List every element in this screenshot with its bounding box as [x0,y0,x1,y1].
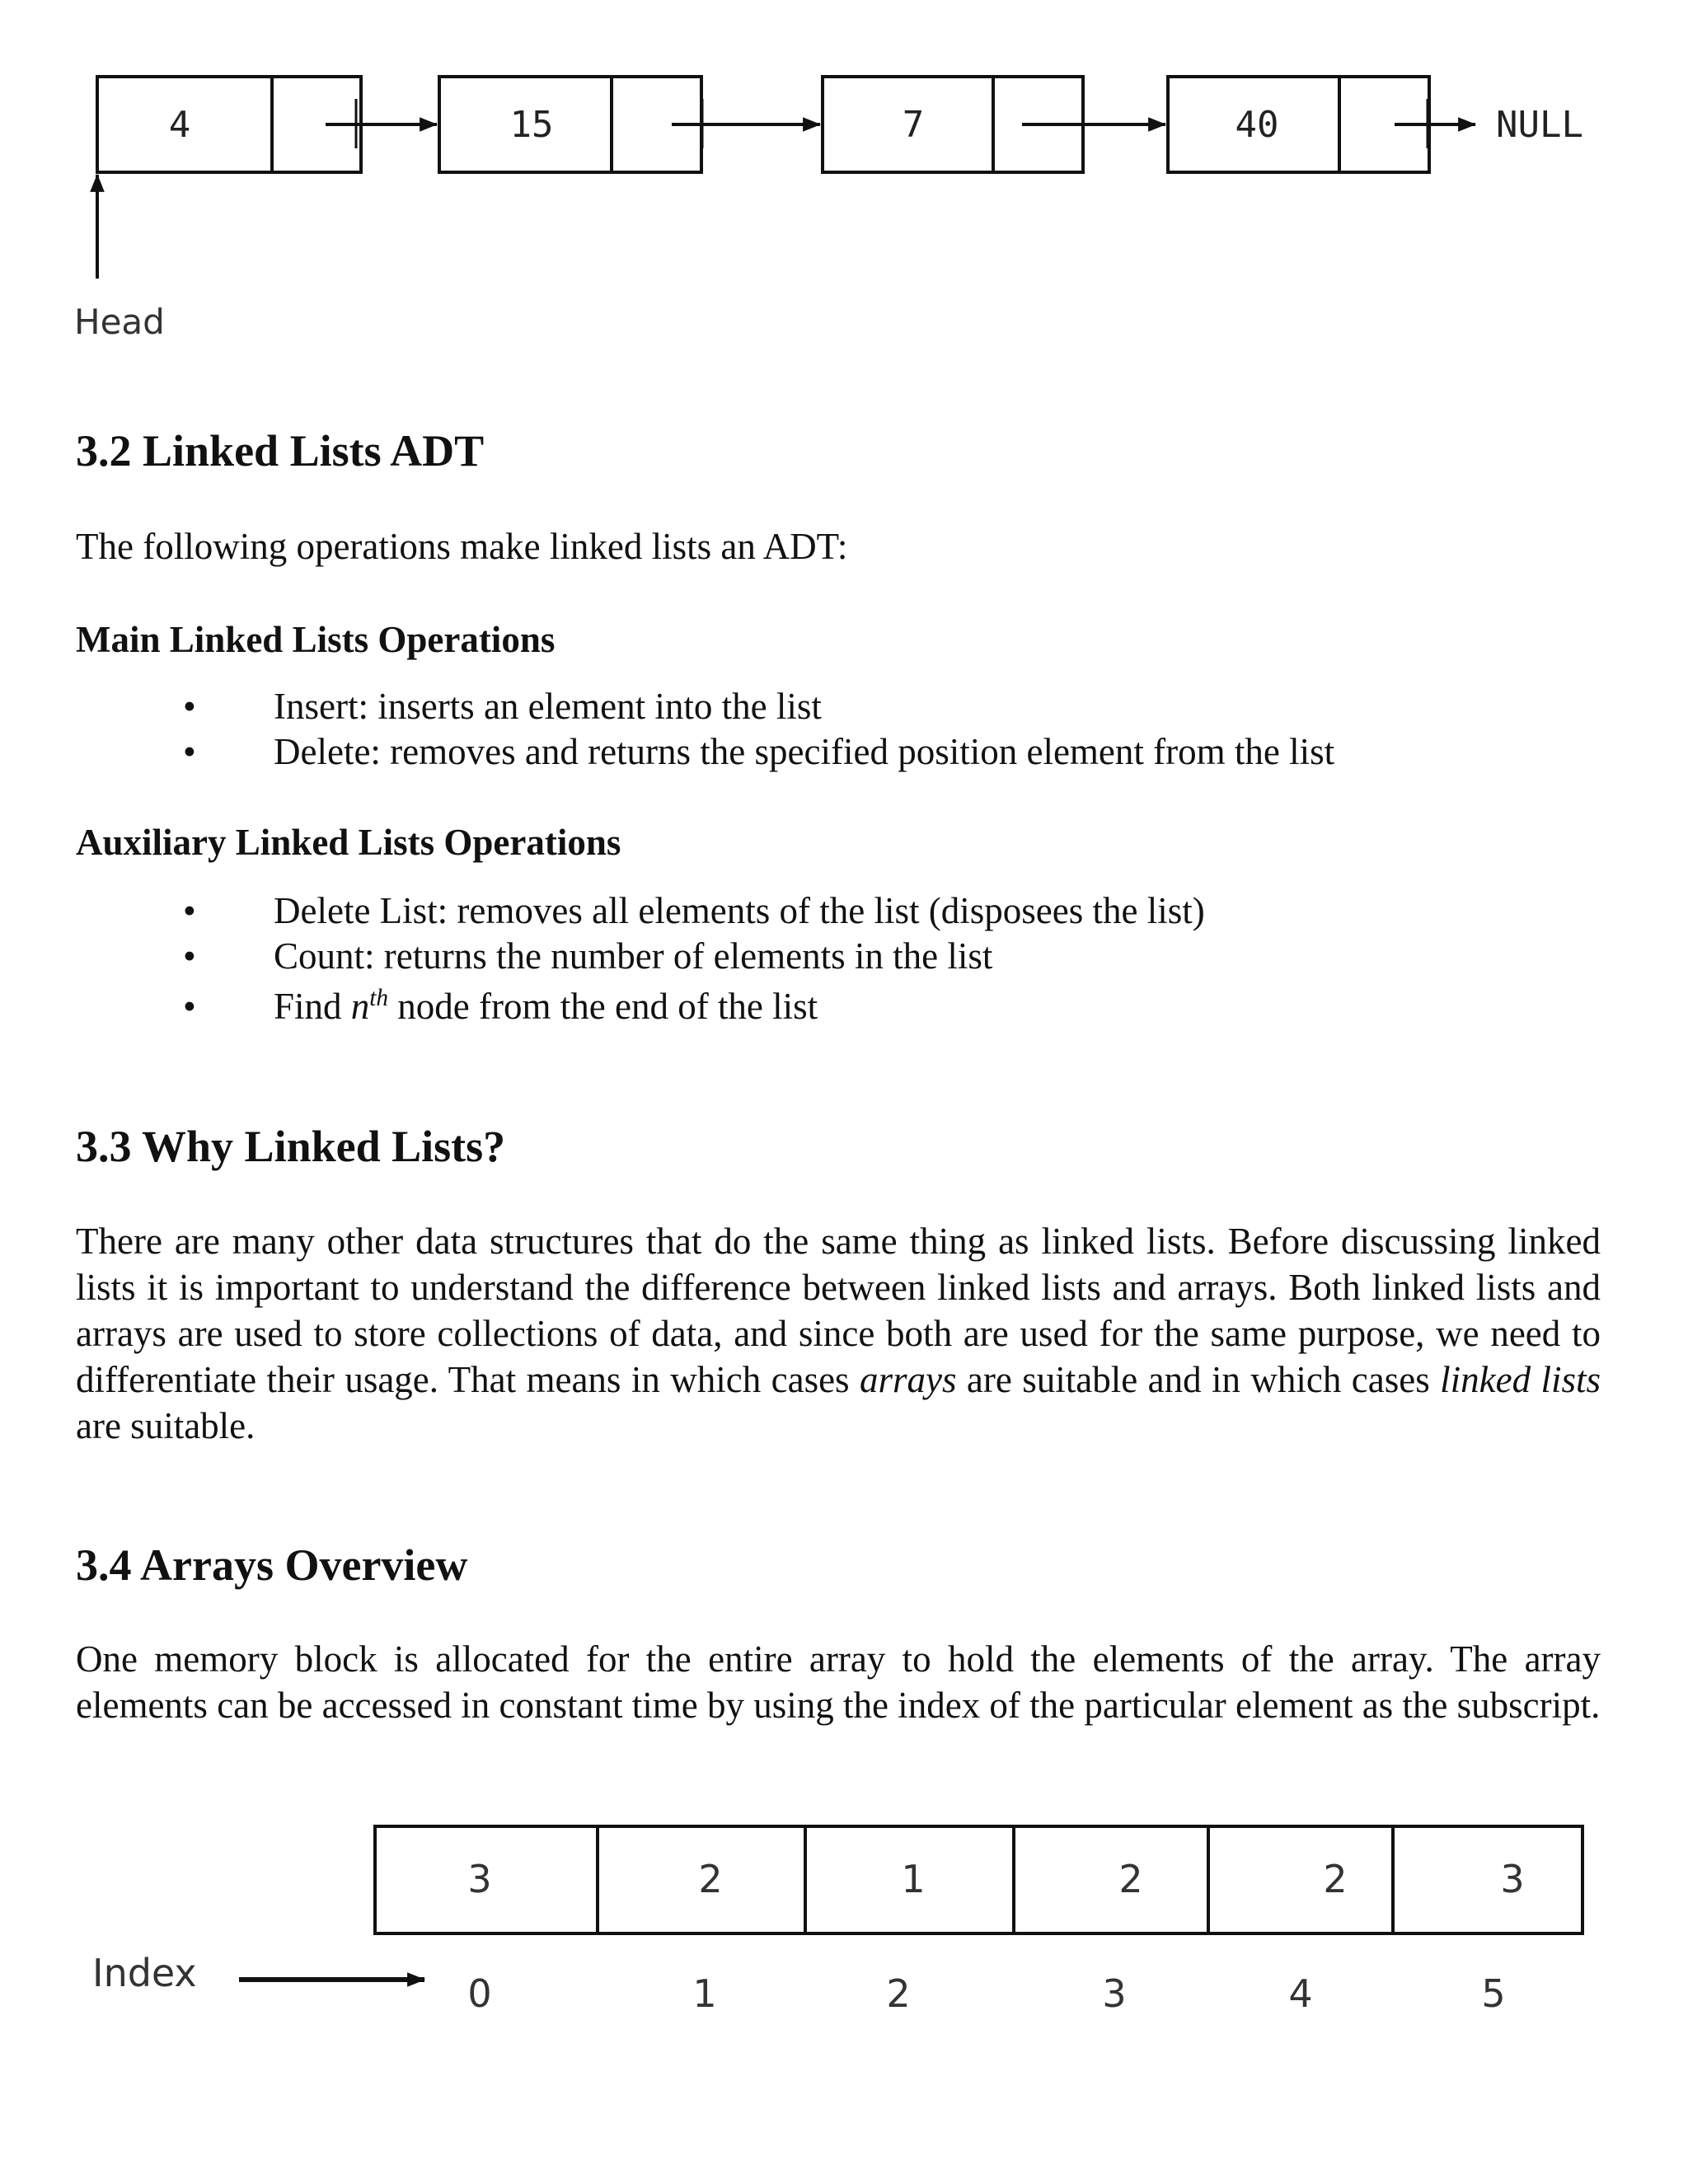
node-value: 7 [902,104,925,146]
array-cell-value: 2 [1118,1857,1143,1901]
list-node [97,77,361,172]
main-ops-heading: Main Linked Lists Operations [76,619,556,660]
array-index: 2 [886,1971,911,2016]
linked-list-diagram [0,0,1688,363]
array-cell-value: 3 [467,1857,492,1901]
head-label: Head [74,302,165,342]
array-diagram [0,1797,1688,2044]
list-item: • Delete: removes and returns the specified position element from the list [76,729,1334,775]
list-item: • Count: returns the number of elements in the list [76,934,1205,979]
bullet: • [183,731,196,772]
array-cell-value: 1 [901,1857,926,1901]
node-value: 4 [168,104,191,146]
array-index: 5 [1481,1971,1506,2016]
array-index: 0 [467,1971,492,2016]
node-value: 15 [509,104,554,146]
main-ops-list [76,684,1334,775]
bullet: • [183,686,196,727]
section-intro: The following operations make linked lists an ADT: [76,526,848,567]
list-item: • Find $n^{th}$ node from the end of the list [76,984,1205,1029]
array-index: 3 [1102,1971,1127,2016]
list-node [1168,77,1429,172]
array-cell-value: 3 [1500,1857,1525,1901]
list-item: • Insert: inserts an element into the list [76,684,1334,729]
null-label: NULL [1496,104,1583,146]
node-value: 40 [1235,104,1279,146]
why-linked-lists-paragraph: There are many other data structures that do the same thing as linked lists. Before discussing linked lists it is important to understand the difference between linked lists and arrays. Both linked lists and arrays are used to store collections of data, and since both are used for the same purpose, we need to differentiate their usage. That means in which cases arrays are suitable and in which cases linked lists are suitable. [76,1221,1601,1446]
arrays-overview-paragraph: One memory block is allocated for the entire array to hold the elements of the array. The array elements can be accessed in constant time by using the index of the particular element as the subscript. [76,1638,1601,1726]
bullet: • [183,935,196,977]
section-heading-3-4: 3.4 Arrays Overview [76,1540,468,1590]
array-cell-value: 2 [698,1857,723,1901]
bullet: • [183,986,196,1027]
section-heading-3-2: 3.2 Linked Lists ADT [76,426,485,476]
list-node [439,77,701,172]
index-label: Index [92,1951,197,1995]
list-item: • Delete List: removes all elements of the list (disposees the list) [76,888,1205,934]
section-heading-3-3: 3.3 Why Linked Lists? [76,1122,506,1171]
bullet: • [183,890,196,931]
array-cell-value: 2 [1323,1857,1348,1901]
aux-ops-list [76,888,1205,1029]
array-index: 1 [692,1971,717,2016]
array-index: 4 [1288,1971,1313,2016]
aux-ops-heading: Auxiliary Linked Lists Operations [76,822,621,863]
